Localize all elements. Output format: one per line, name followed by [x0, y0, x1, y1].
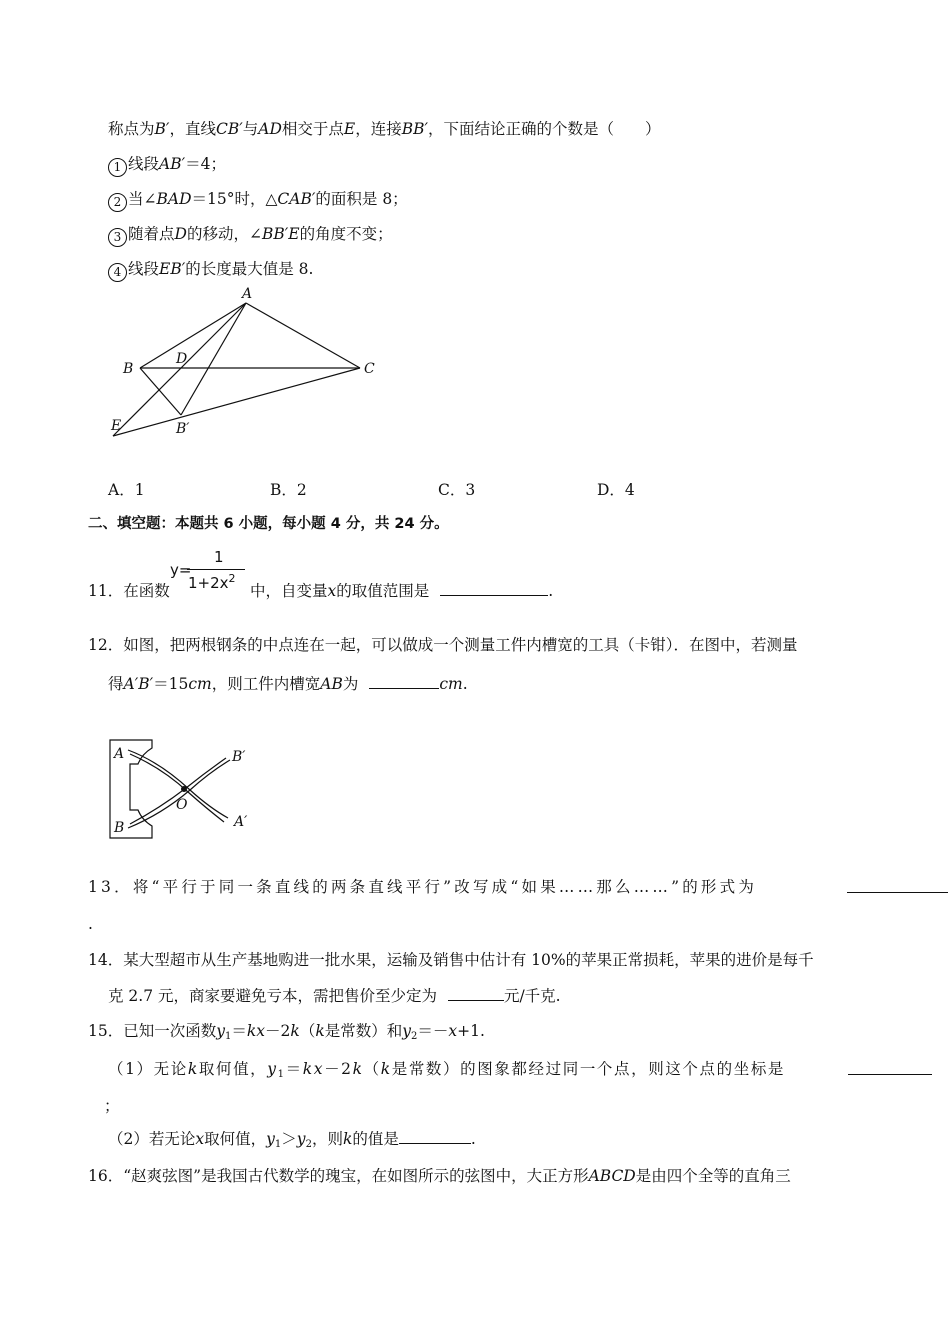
label-o: O: [176, 797, 188, 813]
label-e: E: [111, 418, 122, 434]
q15-part-2-answer-blank[interactable]: [399, 1129, 471, 1144]
option-b[interactable]: B．2: [270, 481, 307, 499]
segment-bb-prime: [140, 368, 181, 415]
option-c[interactable]: C．3: [438, 481, 476, 499]
segment-ab: [140, 303, 246, 368]
q10-statement-3: 3 随着点D的移动，∠BB′E的角度不变；: [108, 224, 393, 247]
fraction-bar: [187, 569, 245, 570]
pivot-point: [181, 786, 187, 792]
label-b: B: [123, 361, 134, 377]
line-ce: [113, 368, 360, 436]
label-a-prime: A′: [234, 814, 248, 830]
circled-number: 1: [108, 158, 127, 177]
caliper-arm-2b: [130, 758, 226, 824]
q11-line-rest: 中，自变量x的取值范围是 .: [250, 582, 554, 600]
q14-line-1: 14．某大型超市从生产基地购进一批水果，运输及销售中估计有 10%的苹果正常损耗，苹果的进价是每千: [88, 951, 814, 969]
label-b: B: [114, 820, 125, 836]
q13-line-1: 13．将“平行于同一条直线的两条直线平行”改写成“如果……那么……”的形式为: [88, 878, 758, 896]
option-d[interactable]: D．4: [597, 481, 635, 499]
option-a[interactable]: A．1: [108, 481, 145, 499]
label-a: A: [114, 746, 125, 762]
segment-ac: [246, 303, 360, 368]
q15-part-1-answer-blank[interactable]: [848, 1060, 932, 1075]
q14-line-2: 克 2.7 元，商家要避免亏本，需把售价至少定为 元/千克.: [108, 987, 561, 1005]
q11-formula: y= 1 $1+2x^2$: [170, 548, 252, 594]
q10-statement-1: 1 线段AB′＝4；: [108, 154, 226, 177]
section-heading: 二、填空题：本题共 6 小题，每小题 4 分，共 24 分。: [88, 516, 449, 532]
q10-statement-2: 2 当∠BAD＝15°时，△CAB′的面积是 8；: [108, 189, 408, 212]
q15-part-1-end: ；: [104, 1097, 120, 1115]
circled-number: 3: [108, 228, 127, 247]
label-a: A: [242, 286, 253, 302]
q16-line-1: 16．“赵爽弦图”是我国古代数学的瑰宝，在如图所示的弦图中，大正方形ABCD是由四个全等的直角三: [88, 1167, 791, 1185]
q10-stem-line: 称点为B′，直线CB′与AD相交于点E，连接BB′，下面结论正确的个数是（ ）: [108, 120, 661, 138]
label-b-prime: B′: [176, 421, 190, 437]
q12-caliper-figure: [100, 734, 265, 846]
q13-answer-blank[interactable]: [847, 878, 948, 893]
q12-answer-blank[interactable]: [369, 674, 439, 689]
q15-part-2: （2）若无论x取何值，$y_1>y_2$，则k的值是 .: [108, 1130, 476, 1150]
q11-answer-blank[interactable]: [440, 581, 548, 596]
q15-part-1: （1）无论k取何值，$y_1=kx-2k(k$是常数）的图象都经过同一个点，则这个点的坐标是: [108, 1060, 786, 1080]
q10-geometry-figure: [105, 285, 395, 445]
label-d: D: [176, 351, 188, 367]
label-b-prime: B′: [232, 749, 246, 765]
q15-line-1: 15．已知一次函数$y_1=kx-2k(k$是常数）和$y_2=-x+1$.: [88, 1022, 485, 1042]
circled-number: 2: [108, 193, 127, 212]
q12-line-1: 12．如图，把两根钢条的中点连在一起，可以做成一个测量工件内槽宽的工具（卡钳）．在图中，若测量: [88, 636, 798, 654]
q10-statement-4: 4 线段EB′的长度最大值是 8.: [108, 259, 313, 282]
circled-number: 4: [108, 263, 127, 282]
q11-line: 11．在函数: [88, 582, 170, 600]
label-c: C: [364, 361, 375, 377]
q13-line-2: .: [88, 915, 93, 933]
q12-line-2: 得A′B′＝15cm，则工件内槽宽AB为 cm.: [108, 675, 468, 693]
q14-answer-blank[interactable]: [448, 986, 504, 1001]
